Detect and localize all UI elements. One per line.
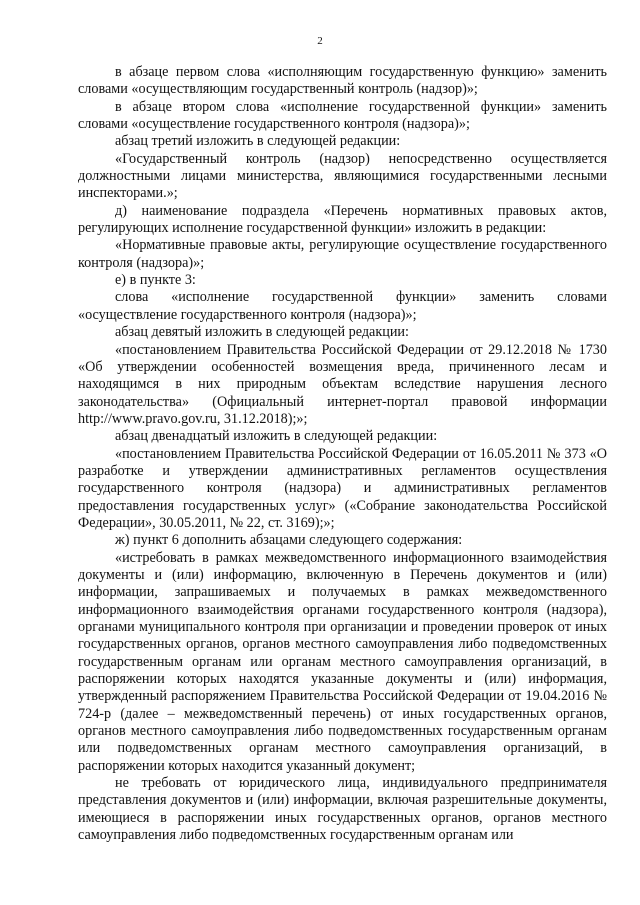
paragraph-6: «Нормативные правовые акты, регулирующие осуществление государственного контроля (надзора)»; [78,237,607,271]
paragraph-9: абзац девятый изложить в следующей редакции: [115,324,409,341]
paragraph-12: «постановлением Правительства Российской Федерации от 16.05.2011 № 373 «О разработке и утверждении административных регламентов осуществления государственного контроля (надзора) и административных регламентов предоставления государственных услуг» («Собрание законодательства Российской Федерации», 30.05.2011, № 22, ст. 3169);»; [78,445,607,531]
paragraph-15: не требовать от юридического лица, индивидуального предпринимателя представления документов и (или) информации, включая разрешительные документы, имеющиеся в распоряжении иных государственных органов, органов местного самоуправления либо подведомственных государственным органам или [78,775,607,844]
document-body [78,64,607,844]
paragraph-1: в абзаце первом слова «исполняющим государственную функцию» заменить словами «осуществляющим государственный контроль (надзор)»; [78,64,607,98]
page-number: 2 [317,35,323,47]
paragraph-10: «постановлением Правительства Российской Федерации от 29.12.2018 № 1730 «Об утверждении особенностей возмещения вреда, причиненного лесам и находящимся в них природным объектам вследствие нарушения лесного законодательства» (Официальный интернет-портал правовой информации http://www.pravo.gov.ru, 31.12.2018);»; [78,341,607,427]
paragraph-11: абзац двенадцатый изложить в следующей редакции: [115,428,438,445]
paragraph-13: ж) пункт 6 дополнить абзацами следующего содержания: [115,532,463,549]
paragraph-14: «истребовать в рамках межведомственного информационного взаимодействия документы и (или) информацию, включенную в Перечень документов и (или) информации, запрашиваемых и получаемых в рамках межведомственного информационного взаимодействия органами государственного контроля (надзора), органами муниципального контроля при организации и проведении проверок от иных государственных органов, органов местного самоуправления либо подведомственных государственным органам или органам местного самоуправления организаций, в распоряжении которых находятся указанные документы и (или) информация, утвержденный распоряжением Правительства Российской Федерации от 19.04.2016 № 724-р (далее – межведомственный перечень) от иных государственных органов, органов местного самоуправления либо подведомственных государственным органам или подведомственных органам местного самоуправления организаций, в распоряжении которых находится указанный документ; [78,549,607,774]
paragraph-8: слова «исполнение государственной функции» заменить словами «осуществление государственного контроля (надзора)»; [78,289,607,323]
paragraph-7: е) в пункте 3: [115,272,196,289]
paragraph-4: «Государственный контроль (надзор) непосредственно осуществляется должностными лицами министерства, являющимися государственными лесными инспекторами.»; [78,150,607,202]
paragraph-2: в абзаце втором слова «исполнение государственной функции» заменить словами «осуществление государственного контроля (надзора)»; [78,98,607,133]
paragraph-5: д) наименование подраздела «Перечень нормативных правовых актов, регулирующих исполнение государственной функции» изложить в редакции: [78,202,607,237]
paragraph-3: абзац третий изложить в следующей редакции: [115,133,401,150]
